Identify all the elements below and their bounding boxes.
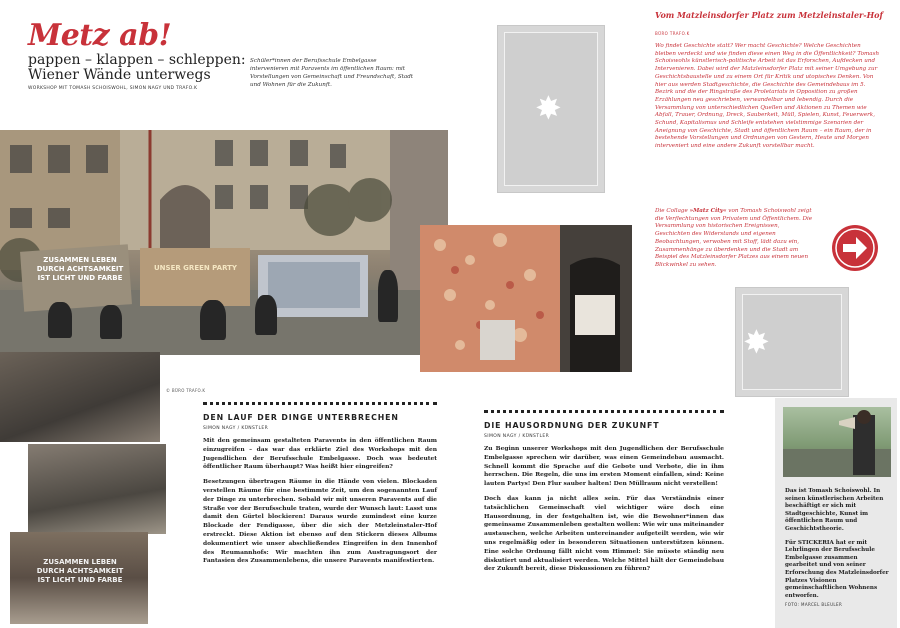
person-figure — [48, 302, 72, 338]
divider — [484, 410, 724, 413]
photo-credit: © BÜRO TRAFO.K — [166, 388, 206, 393]
collage-text-pre: Die Collage — [655, 208, 690, 214]
collage-title: »Matz City« — [689, 208, 727, 214]
article-body — [203, 437, 437, 572]
sidebar-credit: FOTO: MARCEL BLEULER — [785, 602, 843, 607]
sidebar-text — [785, 488, 889, 606]
photo-group-paravents — [0, 130, 448, 355]
page-subtitle: pappen – klappen – schleppen: Wiener Wände unterwegs — [28, 52, 246, 83]
sidebar-paragraph: Für STICKERIA hat er mit Lehrlingen der Berufsschule Embelgasse zusammen gearbeitet und von seiner Erforschung des Matzleinsdorfer Platzes Visionen gemeinschaftlichen Wohnens entworfen. — [785, 539, 889, 599]
paravent-banner: ZUSAMMEN LEBEN DURCH ACHTSAMKEIT IST LICHT UND FARBE — [36, 256, 124, 282]
article-paragraph: Zu Beginn unserer Workshops mit den Jugendlichen der Berufsschule Embelgasse sprechen wir darüber, was einen Gemeindebau ausmacht. Schnell kommt die Sprache auf die Gebote und Verbote, die in ihm herrschen. Die Regeln, die uns im ersten Moment einfallen, sind: Keine lauten Partys! Den Flur sauber halten! Den Müllraum nicht verstellen! — [484, 445, 724, 488]
photo-group-courtyard — [10, 532, 148, 624]
photo-underpass-mural — [420, 225, 632, 372]
sticker-placeholder-top — [497, 25, 605, 193]
article-paragraph: Besetzungen übertragen Räume in die Hände von vielen. Blockaden verstellen Räume für eine bestimmte Zeit, um den sogenannten Lauf der Dinge zu unterbrechen. Sobald wir mit unseren Paravents auf die Straße vor der Berufsschule traten, wurde der Wunsch laut: Lasst uns damit den Gürtel blockieren! Daraus wurde zumindest eine kurze Blockade der Fendigasse, über die sich der Metzleinstaler-Hof erstreckt. Diese Aktion ist ebenso auf den Stickern dieses Albums dokumentiert wie unser abschließendes Eingreifen in den Innenhof des Reumannhofs: Wir machten ihn zum Austragungsort der Fantasien des Zusammenlebens, die unsere Paravents manifestierten. — [203, 478, 437, 565]
photo-workshop-hands — [28, 444, 166, 534]
arrow-right-icon — [832, 225, 878, 271]
paravent-banner: ZUSAMMEN LEBEN DURCH ACHTSAMKEIT IST LICHT UND FARBE — [36, 558, 124, 584]
page-title: Metz ab! — [28, 18, 172, 53]
article-heading: DIE HAUSORDNUNG DER ZUKUNFT — [484, 421, 660, 430]
article-paragraph: Doch das kann ja nicht alles sein. Für das Verständnis einer tatsächlichen Gemeinschaft viel wichtiger wäre doch eine Hausordnung, in der festgehalten ist, wie die Bewohner*innen das gemeinsame Zusammenleben gestalten wollen: Wie wir uns miteinander austauschen, welche Arbeiten untereinander aufgeteilt werden, wie wir uns regelmäßig oder in besonderen Situationen unterstützen können. Eine solche Ordnung fällt nicht vom Himmel: Sie müsste ständig neu diskutiert und aktualisiert werden. Welche Mittel hält der Gemeindebau der Zukunft bereit, diese Diskussionen zu führen? — [484, 494, 724, 573]
article-credit: SIMON NAGY / KÜNSTLER — [484, 434, 550, 439]
article-paragraph: Mit den gemeinsam gestalteten Paravents in den öffentlichen Raum einzugreifen – das war das erklärte Ziel des Workshops mit den Jugendlichen der Berufsschule Embelgasse. Doch was bedeutet öffentlicher Raum überhaupt? Was heißt hier eingreifen? — [203, 437, 437, 471]
right-heading: Vom Matzleinsdorfer Platz zum Metzleinstaler-Hof — [655, 10, 883, 20]
paravent-banner: UNSER GREEN PARTY — [153, 264, 237, 272]
article-heading: DEN LAUF DER DINGE UNTERBRECHEN — [203, 413, 399, 422]
person-figure — [200, 300, 226, 340]
photo-tomash-megaphone — [783, 407, 891, 477]
sidebar-paragraph: Das ist Tomash Schoiswohl. In seinen künstlerischen Arbeiten beschäftigt er sich mit Stadtgeschichte, Kunst im öffentlichen Raum und Geschichtstheorie. — [785, 488, 884, 532]
person-figure — [378, 270, 398, 322]
person-figure — [255, 295, 277, 335]
star-icon: ✸ — [743, 323, 770, 361]
intro-text: Schüler*innen der Berufsschule Embelgasse intervenieren mit Paravents im öffentlichen Raum: mit Vorstellungen von Gemeinschaft und Freundschaft, Stadt und Wohnen für die Zukunft. — [250, 58, 414, 88]
workshop-credits: WORKSHOP MIT TOMASH SCHOISWOHL, SIMON NAGY UND TRAFO.K — [28, 86, 198, 91]
divider — [203, 402, 437, 405]
photo-workshop-floor — [0, 352, 160, 442]
right-body: Wo findet Geschichte statt? Wer macht Geschichte? Welche Geschichten bleiben verdeckt und wie finden diese einen Weg in die Öffentlichkeit? Tomash Schoiswohls künstlerisch-politische Arbeit ist das Erforschen, Aufdecken und Intervenieren. Dabei wird der Matzleinsdorfer Platz mit seiner Umgebung zur Geschichtsbaustelle und zu einem Ort für Kritik und utopisches Denken. Von hier aus werden Stadtgeschichte, die Geschichte des Gemeindebaus im 5. Bezirk und die der Ringstraße des Proletariats in Opposition zu großen Erzählungen neu geschrieben, verwandelbar und lebendig. Durch die Versammlung von unterschiedlichen Quellen und Aktionen zu Themen wie Abfall, Trauer, Ordnung, Dreck, Sauberkeit, Müll, Spielen, Kunst, Feuerwerk, Schund, Kapitalismus und Schleife entstehen vielstimmige Szenarien der Aneignung von Geschichte, Stadt und öffentlichem Raum – ein Raum, der in bestehende Vorstellungen und Ordnungen von Gestern, Heute und Morgen interveniert und eine andere Zukunft vorstellbar macht. — [655, 43, 880, 150]
article-credit: SIMON NAGY / KÜNSTLER — [203, 426, 269, 431]
sticker-placeholder-right — [735, 287, 849, 397]
person-figure — [100, 305, 122, 339]
right-credit: BÜRO TRAFO.K — [655, 31, 690, 36]
star-icon: ✸ — [535, 89, 562, 127]
collage-text-post: von Tomash Schoiswohl zeigt die Verflechtungen von Privatem und Öffentlichem. Die Versammlung von historischen Ereignissen, Geschichten des Widerstands und eigenen Beobachtungen, verwoben mit Stoff, lädt dazu ein, Zusammenhänge zu überdenken und die Stadt am Beispiel des Matzleinsdorfer Platzes aus einem neuen Blickwinkel zu sehen. — [655, 208, 813, 268]
article-body — [484, 445, 724, 580]
right-body-collage — [655, 208, 813, 270]
